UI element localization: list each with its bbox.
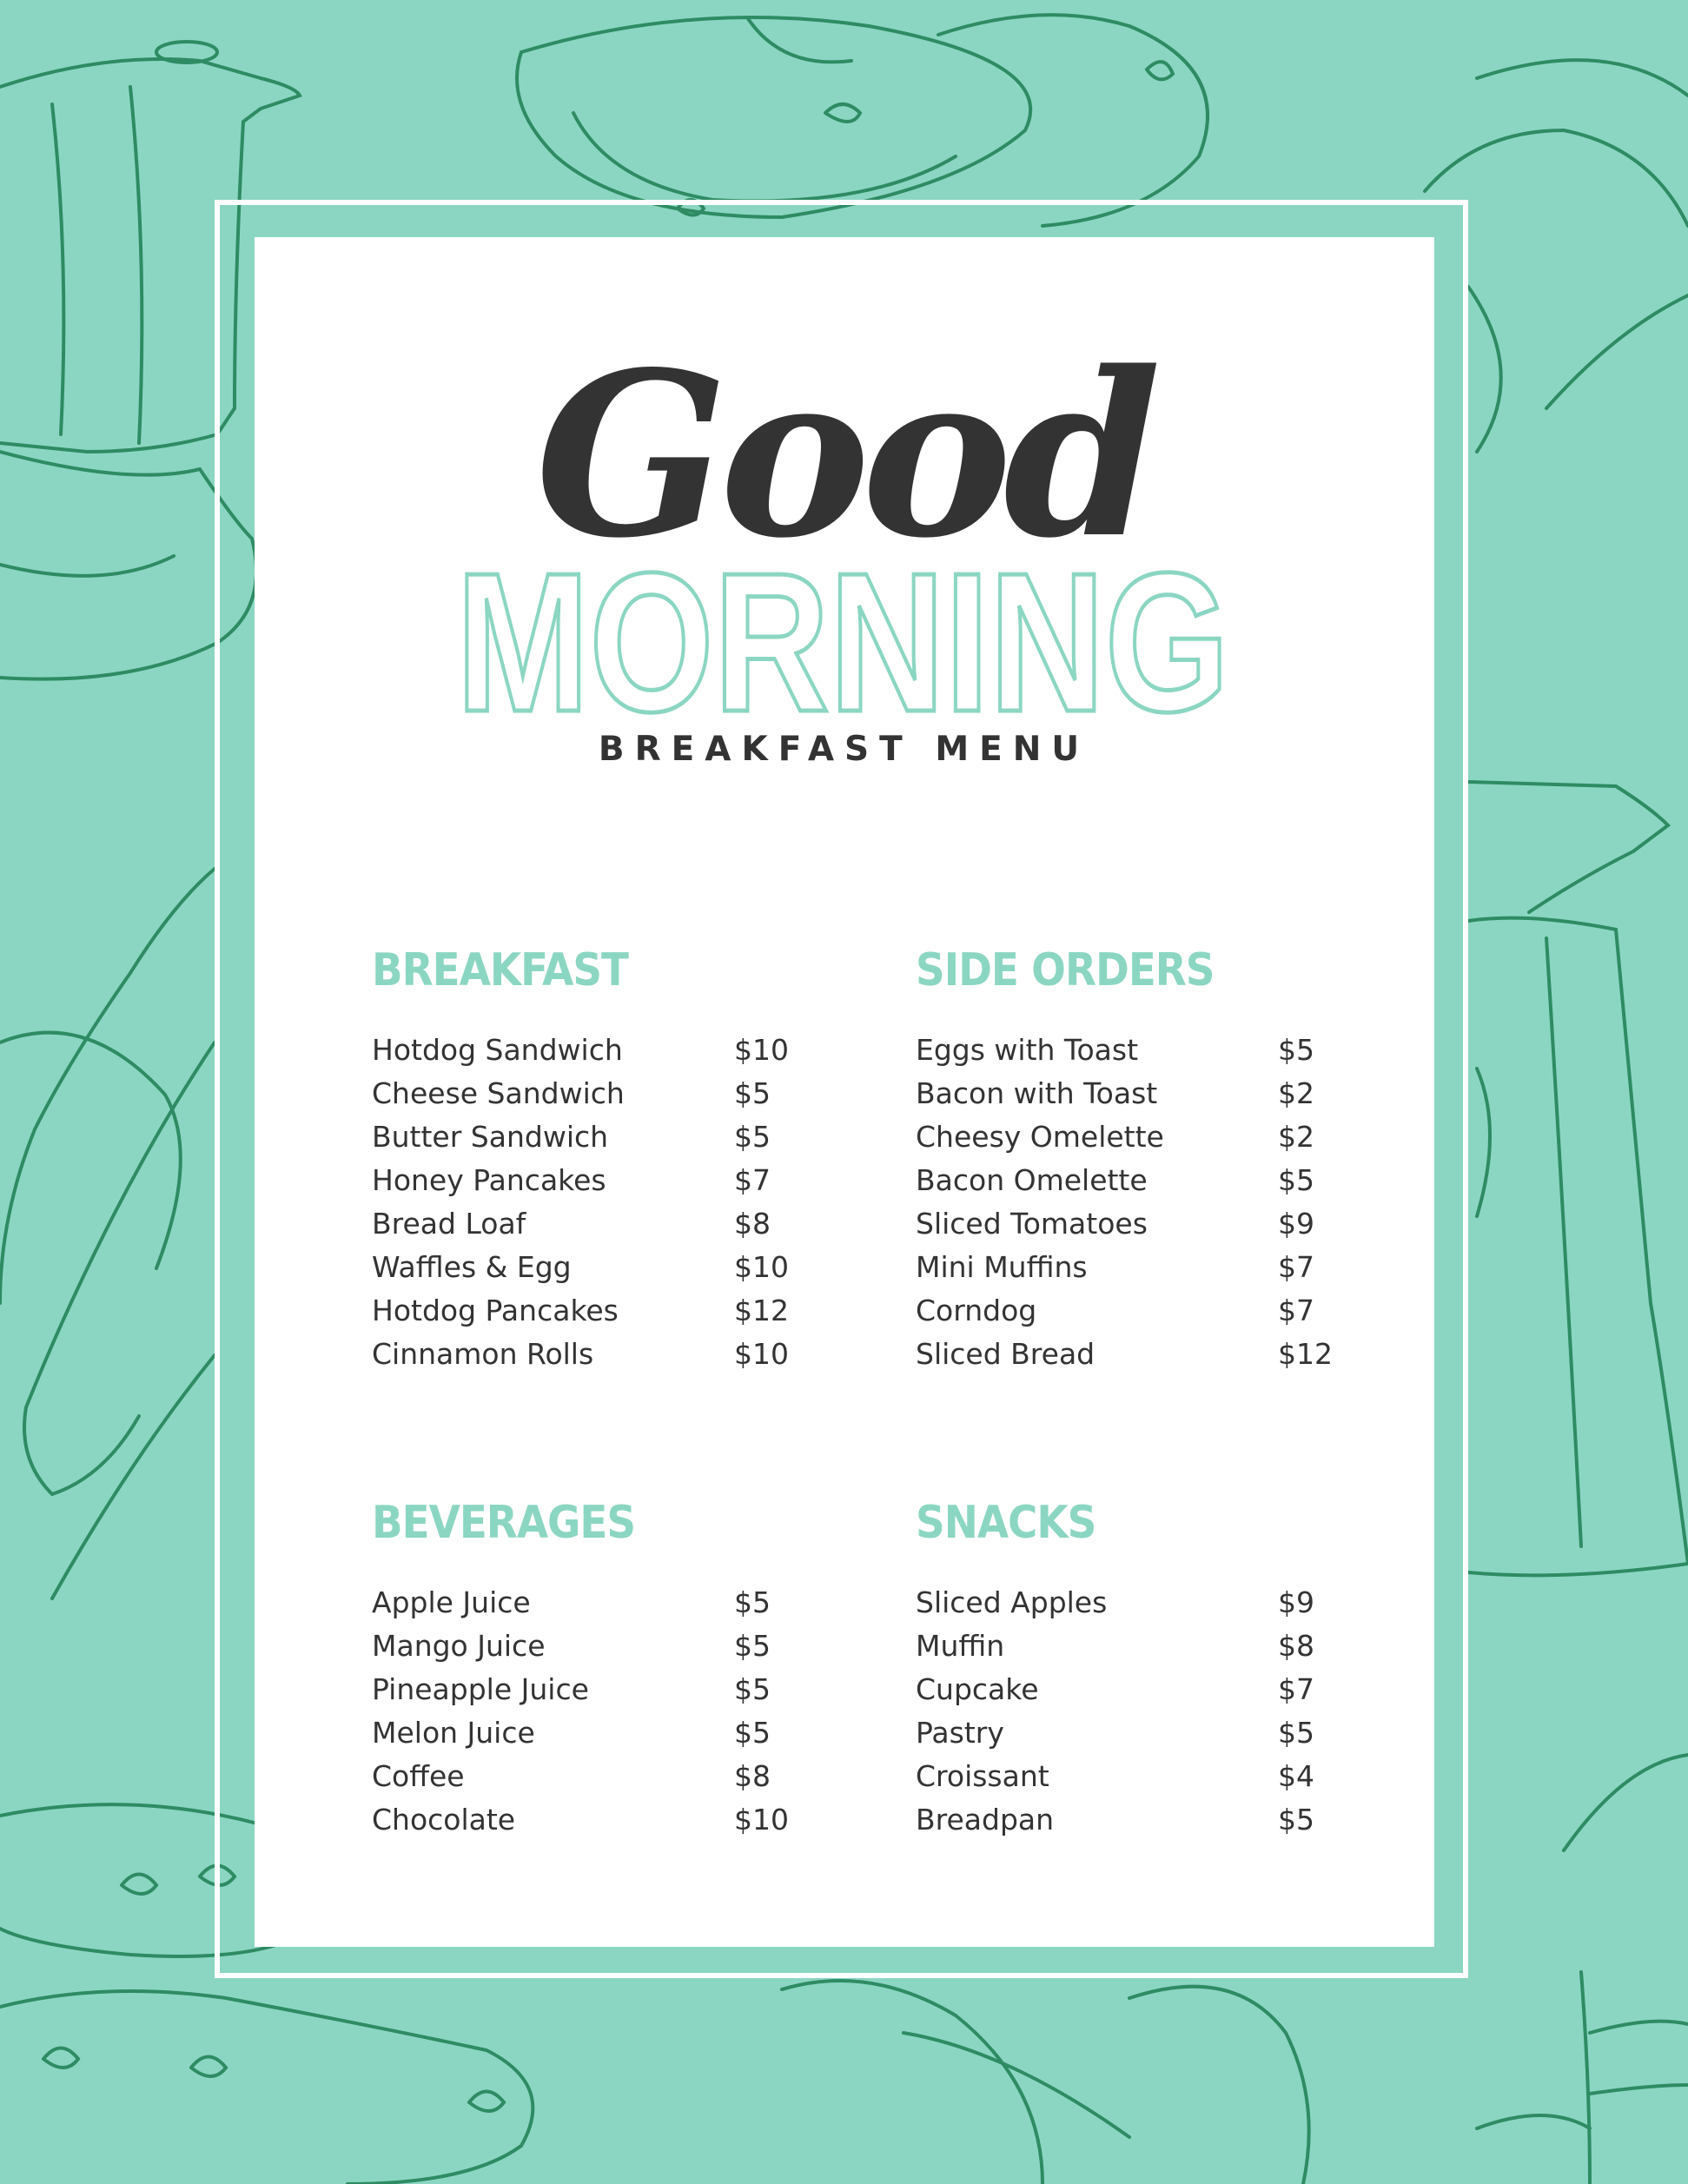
subtitle-breakfast-menu: BREAKFAST MENU — [598, 730, 1090, 769]
menu-item-row — [372, 1625, 789, 1668]
menu-item-price: $5 — [734, 1120, 771, 1154]
menu-item-price: $9 — [1278, 1585, 1314, 1619]
menu-item-name: Pineapple Juice — [372, 1672, 589, 1706]
menu-item-price: $5 — [1278, 1803, 1314, 1837]
menu-item-price: $8 — [1278, 1629, 1314, 1663]
menu-item-price: $8 — [734, 1759, 771, 1793]
menu-item-row — [916, 1581, 1333, 1625]
menu-item-name: Mango Juice — [372, 1629, 546, 1663]
menu-item-row — [916, 1755, 1333, 1798]
menu-item-name: Hotdog Sandwich — [372, 1033, 623, 1067]
menu-item-price: $5 — [734, 1716, 771, 1750]
menu-item-row — [916, 1798, 1333, 1842]
section-title: SIDE ORDERS — [916, 944, 1215, 996]
menu-item-row — [916, 1668, 1333, 1711]
title-good: Good — [535, 323, 1153, 588]
menu-item-name: Muffin — [916, 1629, 1005, 1663]
menu-item-price: $7 — [1278, 1294, 1314, 1327]
menu-item-price: $9 — [1278, 1207, 1314, 1241]
menu-item-name: Honey Pancakes — [372, 1163, 606, 1197]
section-beverages — [372, 1492, 789, 1842]
menu-item-name: Chocolate — [372, 1803, 516, 1837]
section-side-orders — [916, 940, 1333, 1376]
menu-item-price: $5 — [1278, 1716, 1314, 1750]
menu-item-price: $10 — [734, 1803, 789, 1837]
menu-item-row — [372, 1581, 789, 1625]
menu-item-price: $2 — [1278, 1120, 1314, 1154]
menu-item-price: $5 — [734, 1672, 771, 1706]
menu-item-name: Apple Juice — [372, 1585, 531, 1619]
menu-item-name: Hotdog Pancakes — [372, 1294, 619, 1327]
section-breakfast — [372, 940, 789, 1376]
menu-item-price: $8 — [734, 1207, 771, 1241]
menu-item-price: $7 — [734, 1163, 771, 1197]
menu-item-name: Bacon with Toast — [916, 1076, 1158, 1110]
menu-item-name: Croissant — [916, 1759, 1049, 1793]
menu-item-price: $10 — [734, 1033, 789, 1067]
menu-item-row — [372, 1798, 789, 1842]
menu-item-name: Eggs with Toast — [916, 1033, 1139, 1067]
menu-item-row — [916, 1029, 1333, 1072]
menu-item-name: Pastry — [916, 1716, 1004, 1750]
menu-item-name: Butter Sandwich — [372, 1120, 609, 1154]
menu-item-row — [372, 1668, 789, 1711]
menu-item-row — [916, 1289, 1333, 1333]
menu-item-row — [372, 1115, 789, 1159]
menu-item-price: $10 — [734, 1250, 789, 1284]
menu-item-name: Corndog — [916, 1294, 1037, 1327]
menu-item-name: Cheesy Omelette — [916, 1120, 1164, 1154]
menu-item-price: $12 — [1278, 1337, 1333, 1371]
menu-item-price: $12 — [734, 1294, 789, 1327]
menu-item-row — [372, 1711, 789, 1755]
menu-item-price: $5 — [1278, 1163, 1314, 1197]
menu-item-row — [916, 1115, 1333, 1159]
menu-item-row — [916, 1072, 1333, 1115]
menu-item-price: $5 — [734, 1585, 771, 1619]
menu-item-price: $4 — [1278, 1759, 1314, 1793]
menu-item-price: $10 — [734, 1337, 789, 1371]
menu-item-row — [372, 1202, 789, 1246]
menu-item-name: Sliced Bread — [916, 1337, 1096, 1371]
section-snacks — [916, 1492, 1333, 1842]
menu-item-row — [372, 1029, 789, 1072]
title-morning-text: MORNING — [456, 547, 1229, 721]
section-title: BREAKFAST — [372, 944, 628, 996]
menu-item-row — [916, 1159, 1333, 1202]
menu-item-name: Waffles & Egg — [372, 1250, 572, 1284]
menu-item-price: $2 — [1278, 1076, 1314, 1110]
menu-item-row — [916, 1246, 1333, 1289]
menu-item-row — [372, 1289, 789, 1333]
menu-item-row — [372, 1159, 789, 1202]
menu-item-row — [916, 1202, 1333, 1246]
menu-item-name: Cheese Sandwich — [372, 1076, 625, 1110]
menu-item-price: $5 — [734, 1076, 771, 1110]
menu-item-row — [372, 1072, 789, 1115]
menu-item-name: Mini Muffins — [916, 1250, 1088, 1284]
menu-item-price: $5 — [734, 1629, 771, 1663]
menu-item-name: Breadpan — [916, 1803, 1055, 1837]
menu-item-name: Bread Loaf — [372, 1207, 526, 1241]
menu-item-name: Cinnamon Rolls — [372, 1337, 594, 1371]
menu-item-row — [372, 1333, 789, 1376]
menu-item-price: $5 — [1278, 1033, 1314, 1067]
menu-item-name: Bacon Omelette — [916, 1163, 1148, 1197]
menu-item-name: Melon Juice — [372, 1716, 535, 1750]
menu-item-name: Sliced Apples — [916, 1585, 1108, 1619]
menu-item-row — [916, 1625, 1333, 1668]
menu-item-row — [372, 1246, 789, 1289]
menu-item-name: Cupcake — [916, 1672, 1039, 1706]
menu-item-row — [916, 1333, 1333, 1376]
menu-item-row — [372, 1755, 789, 1798]
section-title: BEVERAGES — [372, 1497, 636, 1549]
section-title: SNACKS — [916, 1497, 1096, 1549]
menu-item-row — [916, 1711, 1333, 1755]
menu-item-name: Sliced Tomatoes — [916, 1207, 1148, 1241]
menu-item-name: Coffee — [372, 1759, 465, 1793]
menu-item-price: $7 — [1278, 1672, 1314, 1706]
menu-item-price: $7 — [1278, 1250, 1314, 1284]
